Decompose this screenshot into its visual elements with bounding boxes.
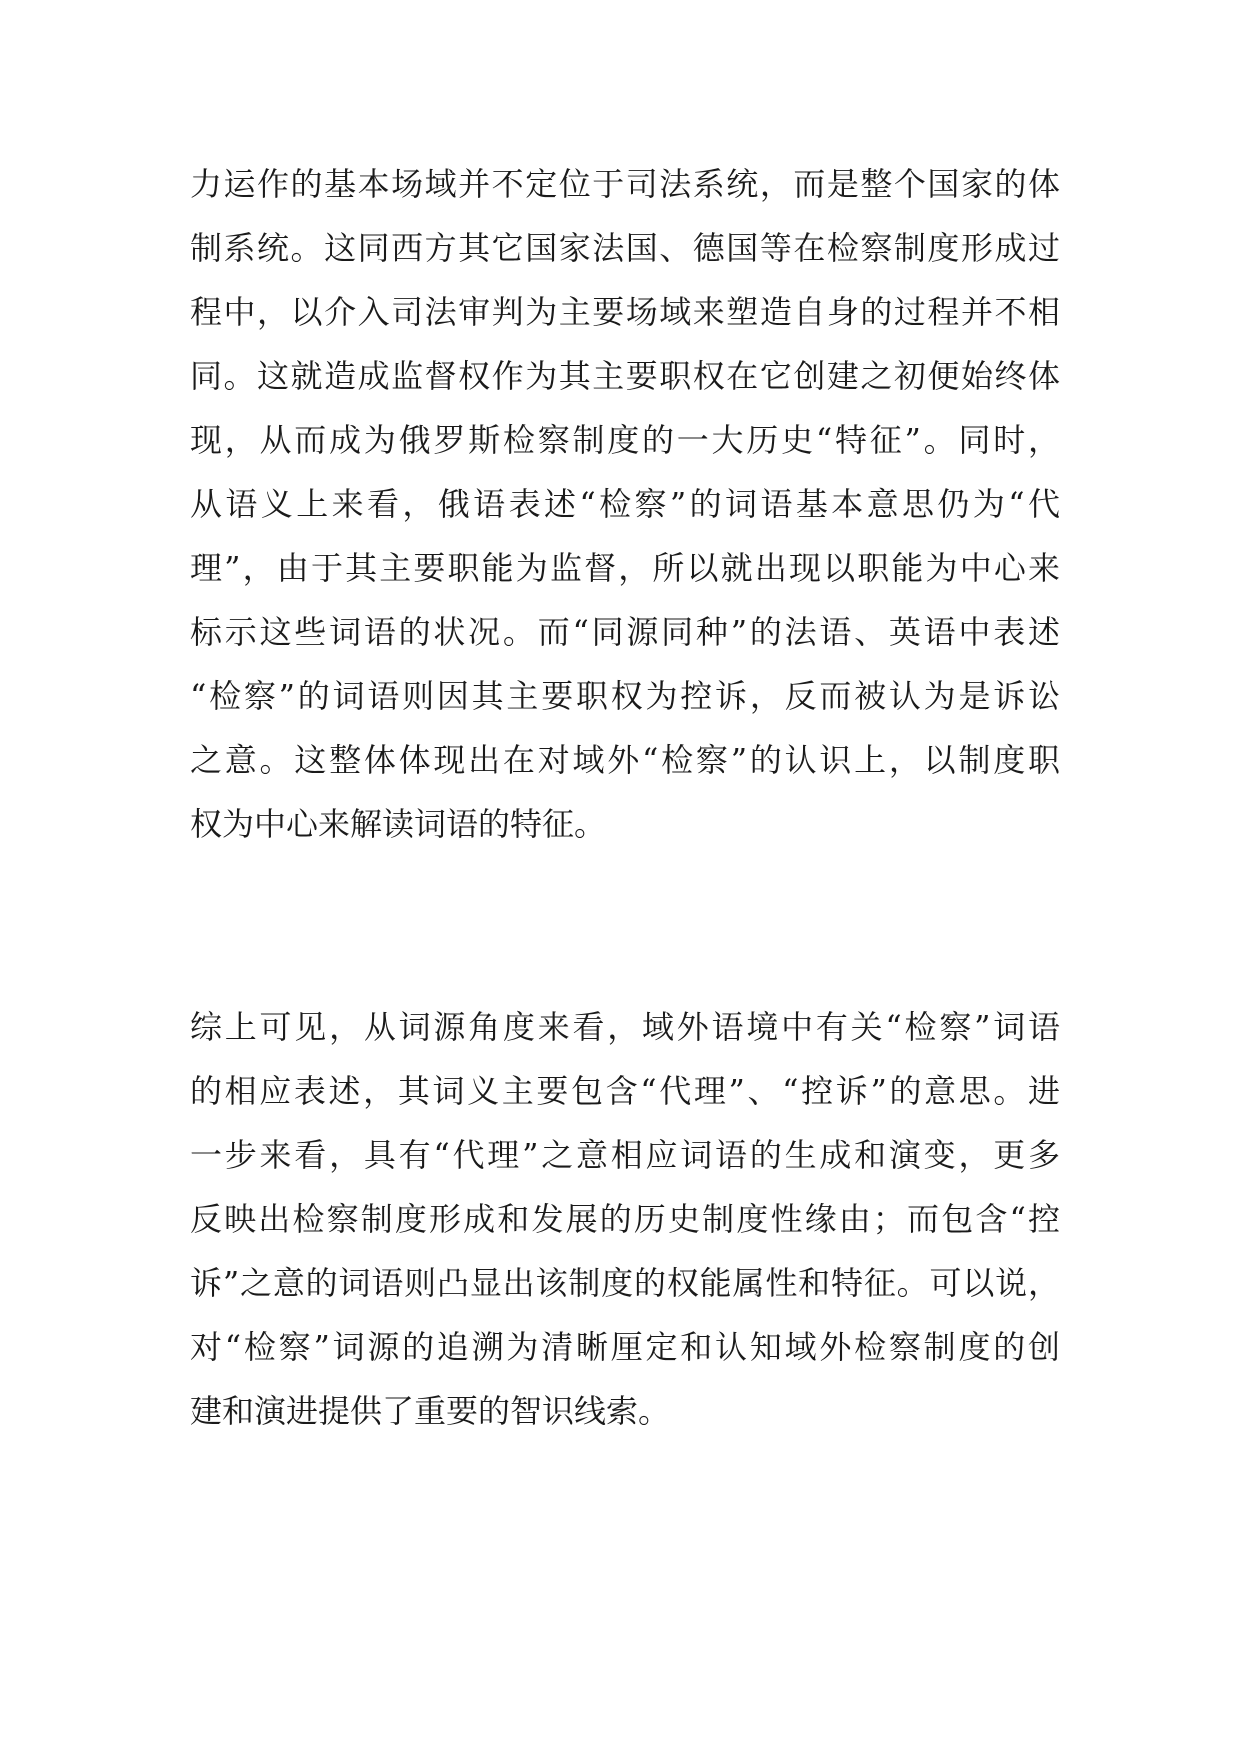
paragraph-line: 综上可见，从词源角度来看，域外语境中有关“检察”词语: [190, 1008, 1060, 1046]
paragraph-line: 之意。这整体体现出在对域外“检察”的认识上，以制度职: [190, 741, 1060, 779]
paragraph-line: 理”，由于其主要职能为监督，所以就出现以职能为中心来: [190, 549, 1060, 587]
paragraph-line: 力运作的基本场域并不定位于司法系统，而是整个国家的体: [190, 165, 1060, 203]
paragraph-2: [190, 995, 1060, 1443]
paragraph-line: 对“检察”词源的追溯为清晰厘定和认知域外检察制度的创: [190, 1328, 1060, 1366]
paragraph-line-last: 权为中心来解读词语的特征。: [190, 805, 607, 843]
paragraph-line: 标示这些词语的状况。而“同源同种”的法语、英语中表述: [190, 613, 1060, 651]
paragraph-line-last: 建和演进提供了重要的智识线索。: [190, 1392, 671, 1430]
paragraph-line: 的相应表述，其词义主要包含“代理”、“控诉”的意思。进: [190, 1072, 1060, 1110]
paragraph-line: 现，从而成为俄罗斯检察制度的一大历史“特征”。同时，: [190, 421, 1060, 459]
paragraph-line: 反映出检察制度形成和发展的历史制度性缘由；而包含“控: [190, 1200, 1060, 1238]
paragraph-line: 诉”之意的词语则凸显出该制度的权能属性和特征。可以说，: [190, 1264, 1060, 1302]
paragraph-line: 从语义上来看，俄语表述“检察”的词语基本意思仍为“代: [190, 485, 1060, 523]
paragraph-line: 程中，以介入司法审判为主要场域来塑造自身的过程并不相: [190, 293, 1060, 331]
paragraph-line: 制系统。这同西方其它国家法国、德国等在检察制度形成过: [190, 229, 1060, 267]
paragraph-line: 一步来看，具有“代理”之意相应词语的生成和演变，更多: [190, 1136, 1060, 1174]
paragraph-line: “检察”的词语则因其主要职权为控诉，反而被认为是诉讼: [190, 677, 1060, 715]
paragraph-line: 同。这就造成监督权作为其主要职权在它创建之初便始终体: [190, 357, 1060, 395]
paragraph-1: [190, 152, 1060, 856]
